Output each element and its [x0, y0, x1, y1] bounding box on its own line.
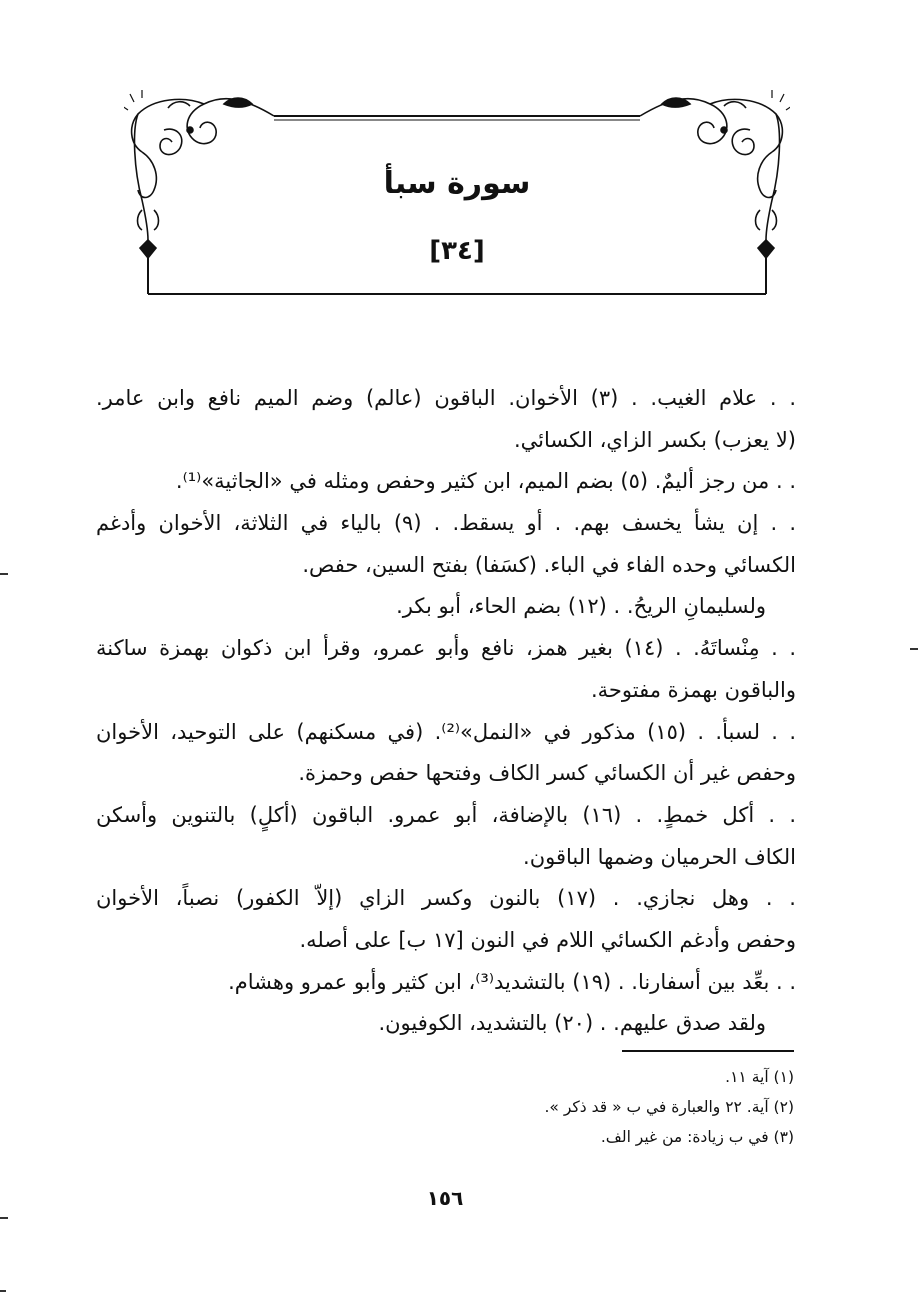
scan-speck: [0, 573, 8, 575]
surah-title: سورة سبأ: [383, 166, 531, 201]
scan-speck: [910, 648, 918, 650]
text-line: والباقون بهمزة مفتوحة.: [591, 677, 796, 702]
scan-speck: [0, 1290, 6, 1292]
text-line: الكاف الحرميان وضمها الباقون.: [523, 844, 796, 869]
text-line: . . لسبأ. . (١٥) مذكور في «النمل»⁽²⁾. (في مسكنهم) على التوحيد، الأخوان: [96, 719, 796, 744]
footnote-separator: [622, 1050, 794, 1052]
text-line: . . مِنْساتَهُ. . (١٤) بغير همز، نافع وأبو عمرو، وقرأ ابن ذكوان بهمزة ساكنة: [96, 636, 796, 661]
surah-number: [٣٤]: [429, 236, 485, 266]
scan-speck: [0, 1217, 8, 1219]
text-line: . . علام الغيب. . (٣) الأخوان. الباقون (عالم) وضم الميم نافع وابن عامر.: [96, 386, 796, 410]
commentary-body: [96, 378, 796, 1045]
text-line: وحفص وأدغم الكسائي اللام في النون [١٧ ب] على أصله.: [299, 927, 796, 952]
text-line: ولسليمانِ الريحُ. . (١٢) بضم الحاء، أبو بكر.: [396, 594, 766, 619]
text-line: . . وهل نجازي. . (١٧) بالنون وكسر الزاي (إلاّ الكفور) نصباً، الأخوان: [96, 886, 796, 911]
footnotes: [300, 1062, 794, 1152]
text-line: . . من رجز أليمٌ. (٥) بضم الميم، ابن كثير وحفص ومثله في «الجاثية»⁽¹⁾.: [175, 469, 796, 494]
footnote: (١) آية ١١.: [725, 1068, 794, 1086]
text-line: . . إن يشأ يخسف بهم. . أو يسقط. . (٩) بالياء في الثلاثة، الأخوان وأدغم: [96, 511, 796, 536]
page-number: ١٥٦: [426, 1186, 464, 1210]
footnote: (٢) آية. ٢٢ والعبارة في ب « قد ذكر ».: [544, 1098, 794, 1116]
text-line: . . أكل خمطٍ. . (١٦) بالإضافة، أبو عمرو. الباقون (أكلٍ) بالتنوين وأسكن: [96, 802, 796, 827]
text-line: (لا يعزب) بكسر الزاي، الكسائي.: [513, 427, 796, 452]
text-line: . . بعِّد بين أسفارنا. . (١٩) بالتشديد⁽³⁾، ابن كثير وأبو عمرو وهشام.: [228, 969, 796, 994]
text-line: وحفص غير أن الكسائي كسر الكاف وفتحها حفص وحمزة.: [298, 761, 796, 786]
footnote: (٣) في ب زيادة: من غير الف.: [600, 1128, 794, 1146]
text-line: ولقد صدق عليهم. . (٢٠) بالتشديد، الكوفيون.: [378, 1011, 766, 1036]
text-line: الكسائي وحده الفاء في الباء. (كسَفا) بفتح السين، حفص.: [302, 552, 796, 577]
